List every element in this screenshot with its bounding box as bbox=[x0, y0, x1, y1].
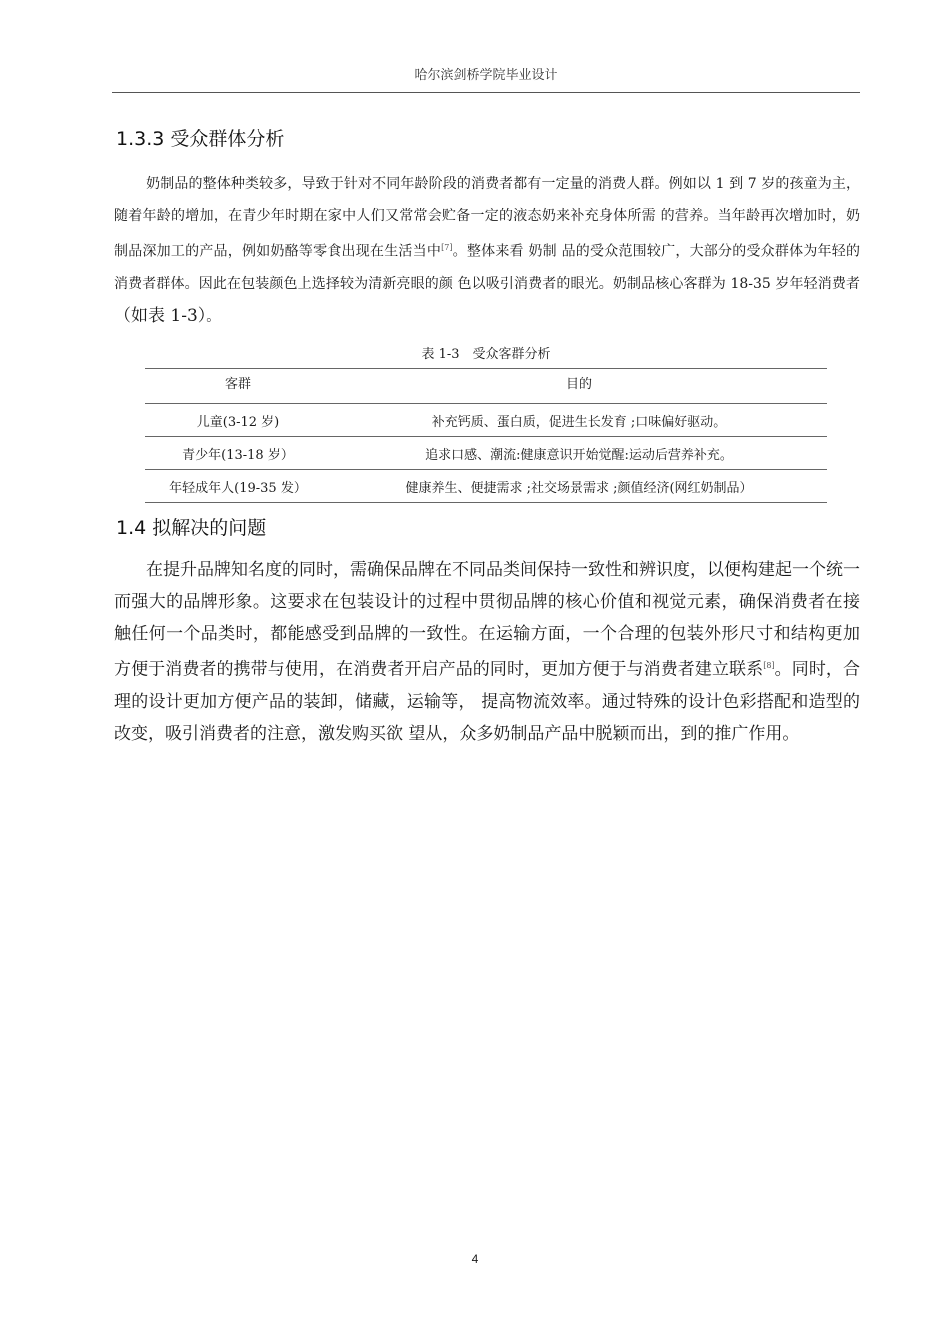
page-header: 哈尔滨剑桥学院毕业设计 bbox=[414, 68, 558, 83]
citation-8: [8] bbox=[763, 661, 775, 670]
section-heading-1-3-3: 1.3.3 受众群体分析 bbox=[116, 128, 285, 150]
paragraph-text: 在提升品牌知名度的同时，需确保品牌在不同品类间保持一致性和辨识度，以便构建起一个统一而强大的品牌形象。这要求在包装设计的过程中贯彻品牌的核心价值和视觉元素，确保消费者在接触任何一个品类时，都能感受到品牌的一致性。在运输方面，一个合理的包装外形尺寸和结构更加方便于消费者的携带与使用，在消费者开启产品的同时，更加方便于与消费者建立联系 bbox=[114, 560, 860, 680]
table-row bbox=[145, 470, 827, 503]
table-header-cell: 客群 bbox=[145, 369, 331, 404]
audience-table bbox=[145, 368, 827, 503]
paragraph-text: 奶制品的整体种类较多，导致于针对不同年龄阶段的消费者都有一定量的消费人群。例如以 1 到 7 岁的孩童为主，随着年龄的增加，在青少年时期在家中人们又常常会贮备一定的液态奶来补充身体所需 的营养。当年龄再次增加时，奶制品深加工的产品，例如奶酪等零食出现在生活当中 bbox=[114, 176, 860, 260]
section-heading-1-4: 1.4 拟解决的问题 bbox=[116, 517, 267, 539]
table-header-row bbox=[145, 369, 827, 404]
page-number: 4 bbox=[471, 1252, 479, 1266]
table-row bbox=[145, 437, 827, 470]
table-caption: 表 1-3 受众客群分析 bbox=[421, 347, 551, 362]
table-cell: 健康养生、便捷需求 ;社交场景需求 ;颜值经济(网红奶制品） bbox=[331, 470, 827, 503]
paragraph-audience-analysis bbox=[114, 168, 860, 333]
table-row bbox=[145, 404, 827, 437]
table-cell: 青少年(13-18 岁） bbox=[145, 437, 331, 470]
table-header-cell: 目的 bbox=[331, 369, 827, 404]
header-divider bbox=[112, 92, 860, 93]
table-cell: 补充钙质、蛋白质，促进生长发育 ;口味偏好驱动。 bbox=[331, 404, 827, 437]
table-reference: （如表 1-3） bbox=[114, 305, 207, 326]
table-cell: 年轻成年人(19-35 发） bbox=[145, 470, 331, 503]
paragraph-text: 。同时，合理的设计更加方便产品的装卸，储藏，运输等， 提高物流效率。通过特殊的设计色彩搭配和造型的改变，吸引消费者的注意，激发购买欲 望从，众多奶制品产品中脱颖而出，到的推广作用。 bbox=[114, 659, 861, 744]
paragraph-text: 。 bbox=[206, 308, 221, 325]
citation-7: [7] bbox=[441, 243, 453, 252]
paragraph-problems bbox=[114, 554, 860, 750]
table-cell: 追求口感、潮流:健康意识开始觉醒:运动后营养补充。 bbox=[331, 437, 827, 470]
paragraph-text: 。整体来看 奶制 品的受众范围较广，大部分的受众群体为年轻的消费者群体。因此在包装颜色上选择较为清新亮眼的颜 色以吸引消费者的眼光。奶制品核心客群为 18-35 岁年轻消费者 bbox=[114, 243, 861, 292]
table-cell: 儿童(3-12 岁) bbox=[145, 404, 331, 437]
